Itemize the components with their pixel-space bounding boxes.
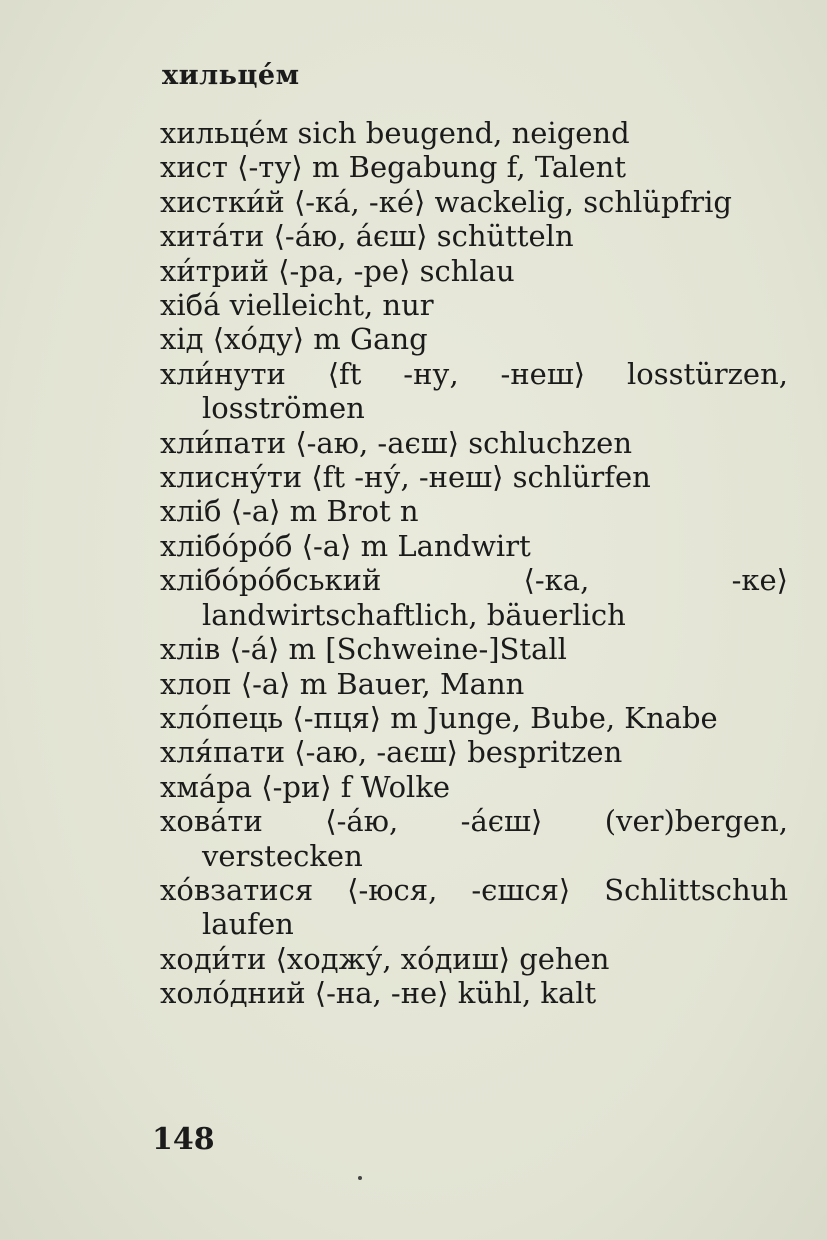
dictionary-entry: хло́пець ⟨-пця⟩ m Junge, Bube, Knabe: [160, 700, 718, 735]
dictionary-entry: хи́трий ⟨-ра, -ре⟩ schlau: [160, 253, 515, 288]
dictionary-entry: ходи́ти ⟨ходжу́, хо́диш⟩ gehen: [160, 941, 610, 976]
dictionary-entry: хистки́й ⟨-ка́, -ке́⟩ wackelig, schlüpfrig: [160, 184, 732, 219]
dictionary-entry: хід ⟨хо́ду⟩ m Gang: [160, 322, 428, 357]
dictionary-entry: хіба́ vielleicht, nur: [160, 288, 434, 323]
dictionary-entry: хли́пати ⟨-аю, -аєш⟩ schluchzen: [160, 425, 633, 460]
running-header: хильце́м: [162, 60, 300, 91]
dictionary-entry: хист ⟨-ту⟩ m Begabung f, Talent: [160, 150, 626, 185]
entry-list: [160, 116, 788, 1011]
dictionary-entry: хова́ти ⟨-а́ю, -а́єш⟩ (ver)bergen, verstecken: [160, 804, 788, 873]
dictionary-entry: хли́нути ⟨ft -ну, -неш⟩ losstürzen, losströmen: [160, 356, 788, 426]
dictionary-entry: хлисну́ти ⟨ft -ну́, -неш⟩ schlürfen: [160, 460, 651, 495]
print-speck: [358, 1176, 362, 1180]
dictionary-entry: хлів ⟨-а́⟩ m [Schweine-]Stall: [160, 632, 567, 667]
dictionary-entry: хо́взатися ⟨-юся, -єшся⟩ Schlittschuh laufen: [160, 872, 788, 942]
dictionary-entry: хліб ⟨-а⟩ m Brot n: [160, 494, 419, 529]
dictionary-entry: хма́ра ⟨-ри⟩ f Wolke: [160, 769, 451, 804]
dictionary-entry: хля́пати ⟨-аю, -аєш⟩ bespritzen: [160, 735, 623, 770]
dictionary-entry: хлоп ⟨-а⟩ m Bauer, Mann: [160, 666, 525, 701]
dictionary-entry: хлібо́ро́бський ⟨-ка, -ке⟩ landwirtschaftlich, bäuerlich: [160, 563, 788, 632]
page-number: 148: [152, 1122, 215, 1157]
dictionary-entry: холо́дний ⟨-на, -не⟩ kühl, kalt: [160, 976, 597, 1011]
dictionary-entry: хильце́м sich beugend, neigend: [160, 116, 630, 150]
dictionary-entry: хита́ти ⟨-а́ю, а́єш⟩ schütteln: [160, 219, 574, 254]
dictionary-entry: хлібо́ро́б ⟨-а⟩ m Landwirt: [160, 528, 531, 563]
